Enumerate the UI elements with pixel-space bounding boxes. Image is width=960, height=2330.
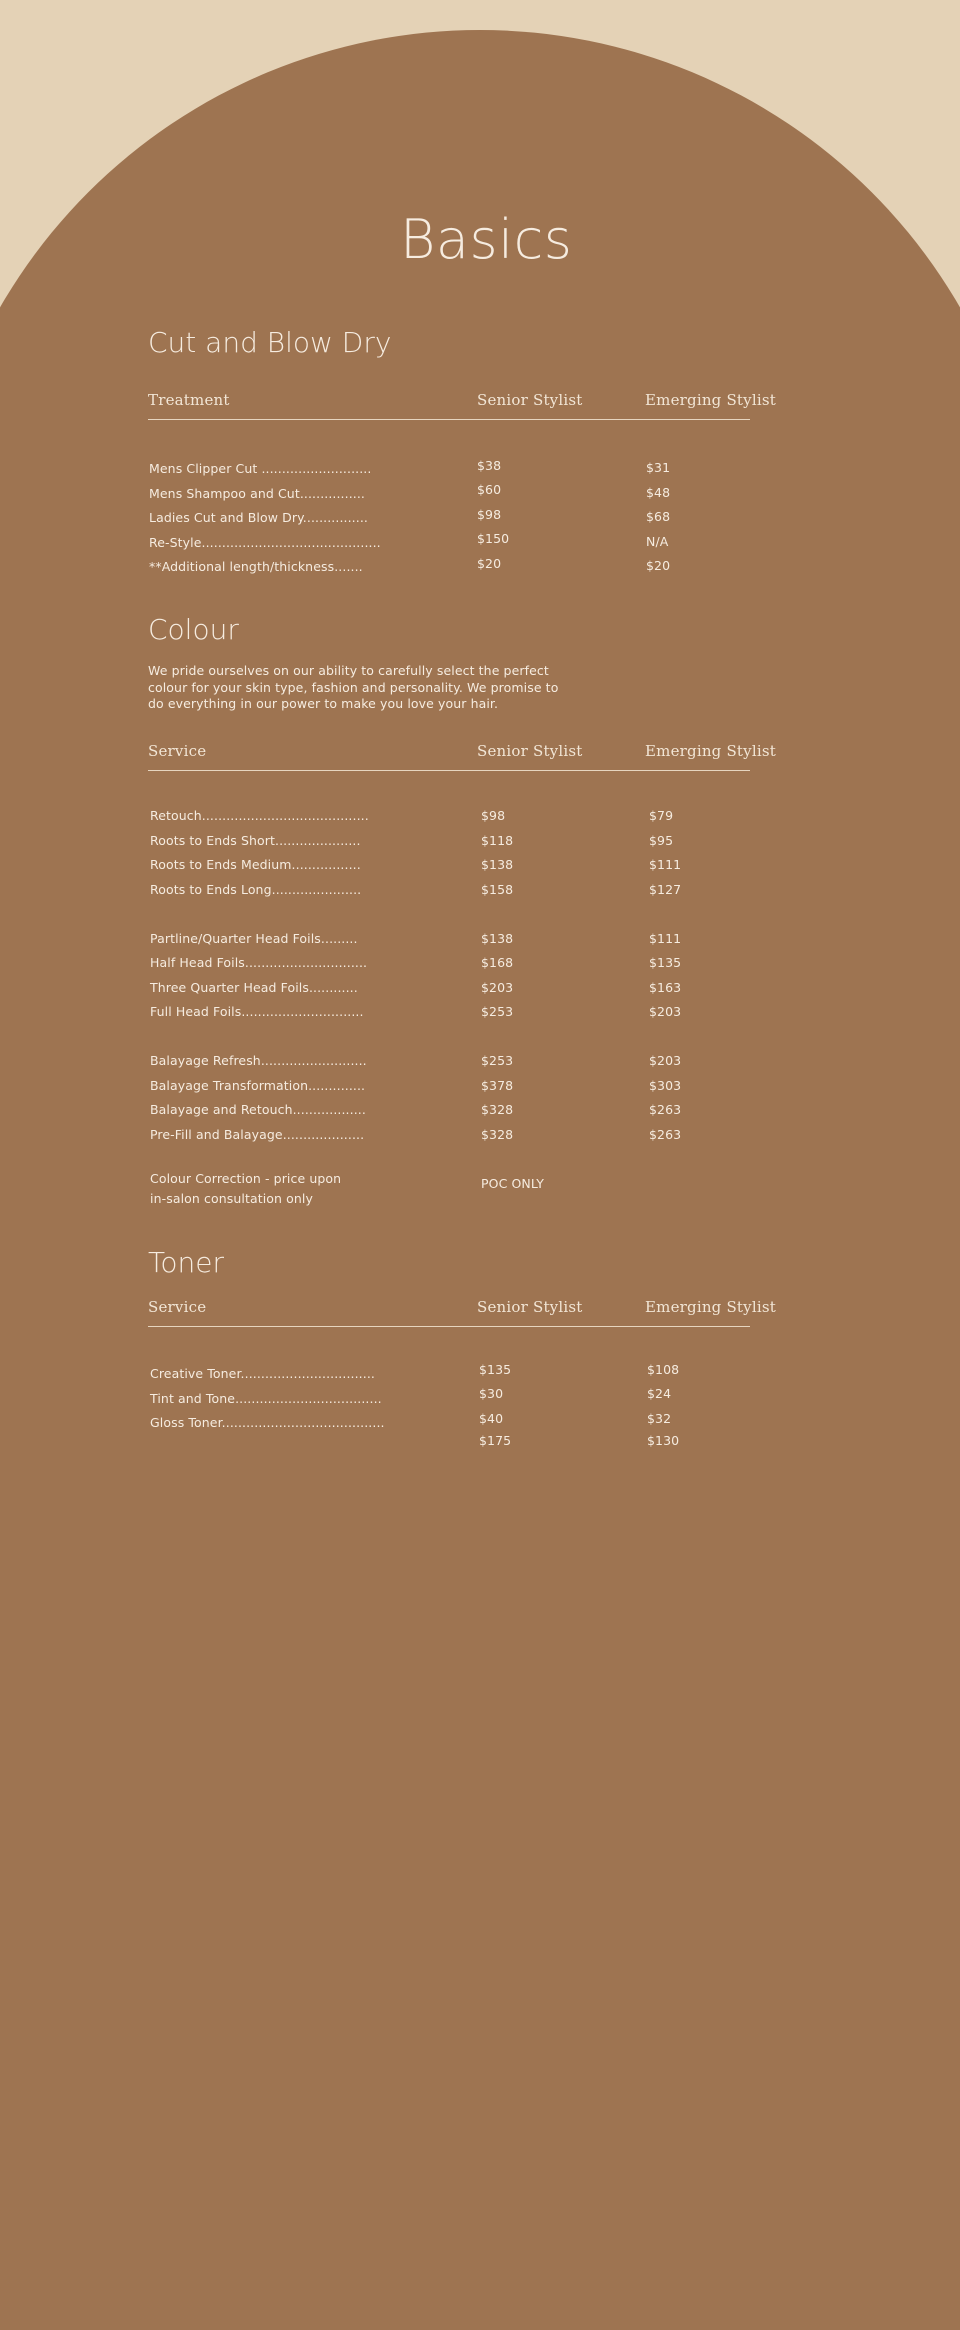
senior-price: $118	[481, 833, 514, 848]
service-name: Balayage and Retouch..................	[150, 1102, 366, 1117]
column-header-service: Service	[148, 1298, 207, 1316]
service-name: Mens Clipper Cut ...........................	[149, 461, 372, 476]
column-header-service: Service	[148, 742, 207, 760]
senior-price: $203	[481, 980, 514, 995]
emerging-price: $303	[649, 1078, 682, 1093]
emerging-price: $20	[646, 558, 671, 573]
service-name: Roots to Ends Short.....................	[150, 833, 361, 848]
emerging-price: $48	[646, 485, 671, 500]
emerging-price: $263	[649, 1127, 682, 1142]
emerging-price: $263	[649, 1102, 682, 1117]
column-header-emerging: Emerging Stylist	[645, 742, 776, 760]
header-divider	[148, 770, 750, 771]
service-name: Full Head Foils..............................	[150, 1004, 364, 1019]
service-name: Retouch.........................................	[150, 808, 369, 823]
emerging-price: $31	[646, 460, 671, 475]
service-name: Roots to Ends Long......................	[150, 882, 362, 897]
senior-price: $98	[481, 808, 506, 823]
senior-price: $158	[481, 882, 514, 897]
service-name: Gloss Toner........................................	[150, 1415, 385, 1430]
service-name: Creative Toner.................................	[150, 1366, 375, 1381]
service-name: Partline/Quarter Head Foils.........	[150, 931, 358, 946]
colour-description: We pride ourselves on our ability to carefully select the perfect colour for your skin type, fashion and personality. We promise to do everything in our power to make you love your hair.	[148, 663, 559, 711]
emerging-price: $127	[649, 882, 682, 897]
senior-price: $168	[481, 955, 514, 970]
emerging-price: $130	[647, 1433, 680, 1448]
senior-price: $135	[479, 1362, 512, 1377]
emerging-price: $203	[649, 1004, 682, 1019]
service-name: Balayage Refresh..........................	[150, 1053, 367, 1068]
emerging-price: $95	[649, 833, 674, 848]
service-name: **Additional length/thickness.......	[149, 559, 363, 574]
senior-price: $253	[481, 1053, 514, 1068]
emerging-price: $108	[647, 1362, 680, 1377]
service-name: Pre-Fill and Balayage....................	[150, 1127, 365, 1142]
arch-background	[0, 30, 960, 2330]
senior-price: $253	[481, 1004, 514, 1019]
senior-price: $98	[477, 507, 502, 522]
service-name: Mens Shampoo and Cut................	[149, 486, 365, 501]
emerging-price: $163	[649, 980, 682, 995]
senior-price: $40	[479, 1411, 504, 1426]
section-heading-toner: Toner	[148, 1246, 224, 1279]
column-header-treatment: Treatment	[148, 391, 230, 409]
senior-price: $20	[477, 556, 502, 571]
service-name: Three Quarter Head Foils............	[150, 980, 358, 995]
service-name: Balayage Transformation..............	[150, 1078, 366, 1093]
column-header-emerging: Emerging Stylist	[645, 391, 776, 409]
page-title: Basics	[400, 208, 573, 271]
senior-price: $150	[477, 531, 510, 546]
emerging-price: $111	[649, 857, 682, 872]
section-heading-colour: Colour	[148, 613, 239, 646]
service-name: Re-Style............................................	[149, 535, 381, 550]
service-name: Half Head Foils..............................	[150, 955, 368, 970]
section-heading-cut: Cut and Blow Dry	[148, 326, 392, 359]
emerging-price: $135	[649, 955, 682, 970]
header-divider	[148, 419, 750, 420]
senior-price: $378	[481, 1078, 514, 1093]
senior-price: $38	[477, 458, 502, 473]
senior-price: $175	[479, 1433, 512, 1448]
column-header-senior: Senior Stylist	[477, 742, 583, 760]
service-name: Roots to Ends Medium.................	[150, 857, 361, 872]
senior-price: $138	[481, 931, 514, 946]
header-divider	[148, 1326, 750, 1327]
senior-price: $138	[481, 857, 514, 872]
service-name: Tint and Tone....................................	[150, 1391, 382, 1406]
emerging-price: $68	[646, 509, 671, 524]
column-header-emerging: Emerging Stylist	[645, 1298, 776, 1316]
column-header-senior: Senior Stylist	[477, 1298, 583, 1316]
senior-price: $30	[479, 1386, 504, 1401]
senior-price: $328	[481, 1102, 514, 1117]
emerging-price: $203	[649, 1053, 682, 1068]
colour-correction-line2: in-salon consultation only	[150, 1191, 313, 1206]
emerging-price: $24	[647, 1386, 672, 1401]
column-header-senior: Senior Stylist	[477, 391, 583, 409]
colour-correction-price: POC ONLY	[481, 1176, 545, 1191]
emerging-price: $79	[649, 808, 674, 823]
senior-price: $60	[477, 482, 502, 497]
senior-price: $328	[481, 1127, 514, 1142]
colour-correction-line1: Colour Correction - price upon	[150, 1171, 342, 1186]
emerging-price: $32	[647, 1411, 672, 1426]
service-name: Ladies Cut and Blow Dry................	[149, 510, 368, 525]
emerging-price: $111	[649, 931, 682, 946]
emerging-price: N/A	[646, 534, 669, 549]
